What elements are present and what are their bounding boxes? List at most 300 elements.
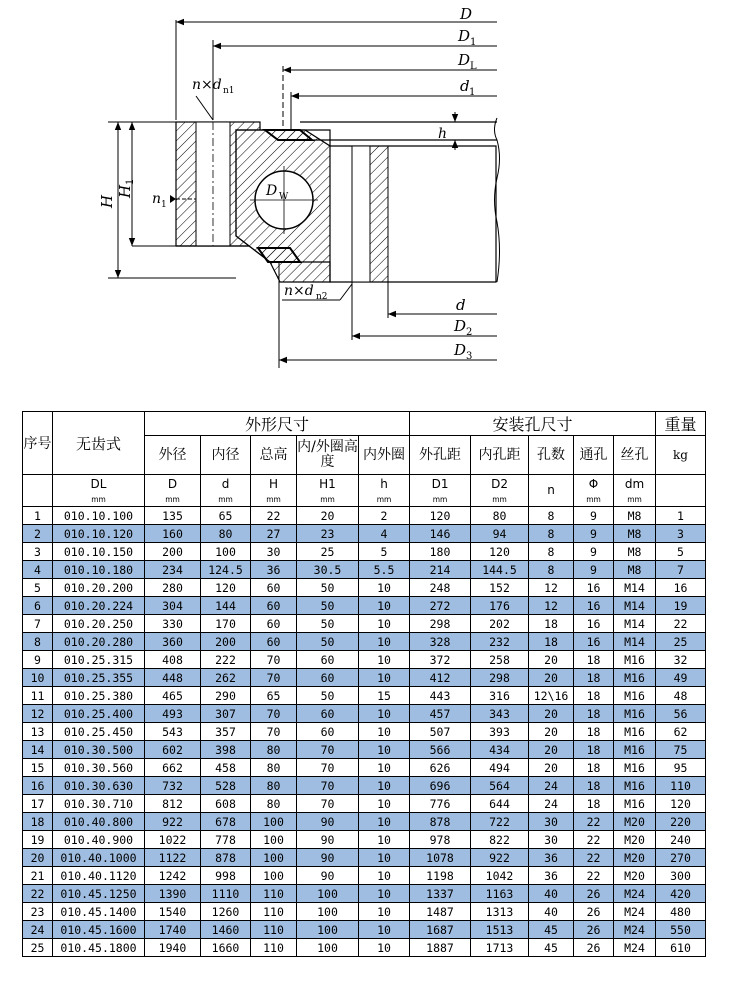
header-col-through-hole: 通孔: [574, 436, 614, 475]
table-row: [23, 831, 706, 849]
table-cell: 778: [201, 831, 251, 849]
table-cell: 480: [656, 903, 706, 921]
table-cell: 12: [529, 597, 574, 615]
table-cell: 110: [251, 903, 297, 921]
symbol-D1: D1 mm: [410, 475, 471, 507]
table-cell: 202: [471, 615, 529, 633]
table-cell: 20: [529, 669, 574, 687]
table-row: [23, 633, 706, 651]
table-cell: 94: [471, 525, 529, 543]
table-cell: 626: [410, 759, 471, 777]
table-cell: 457: [410, 705, 471, 723]
table-cell: 70: [251, 723, 297, 741]
label-n-dn2: [282, 283, 352, 302]
table-cell: 5: [656, 543, 706, 561]
table-cell: 16: [574, 597, 614, 615]
table-cell: 398: [201, 741, 251, 759]
table-row: [23, 849, 706, 867]
table-row: [23, 813, 706, 831]
table-cell: 10: [359, 705, 410, 723]
header-col-thread-hole: 丝孔: [614, 436, 656, 475]
table-cell: 010.40.1120: [53, 867, 145, 885]
table-cell: 20: [23, 849, 53, 867]
table-cell: 100: [297, 903, 359, 921]
table-cell: 15: [23, 759, 53, 777]
table-cell: 010.20.224: [53, 597, 145, 615]
svg-text:1: 1: [469, 87, 476, 98]
table-cell: 010.30.560: [53, 759, 145, 777]
svg-text:D: D: [460, 5, 473, 23]
table-cell: 010.25.400: [53, 705, 145, 723]
table-cell: 360: [145, 633, 201, 651]
table-cell: 22: [574, 849, 614, 867]
svg-text:H: H: [116, 184, 134, 198]
symbol-H: H mm: [251, 475, 297, 507]
svg-text:1: 1: [161, 200, 167, 210]
table-cell: 60: [251, 633, 297, 651]
table-cell: M20: [614, 831, 656, 849]
table-cell: 19: [23, 831, 53, 849]
table-cell: 20: [529, 741, 574, 759]
table-row: [23, 543, 706, 561]
table-cell: 1460: [201, 921, 251, 939]
table-cell: 10: [359, 579, 410, 597]
table-cell: 20: [529, 759, 574, 777]
table-cell: 170: [201, 615, 251, 633]
table-cell: 010.40.800: [53, 813, 145, 831]
table-cell: 70: [297, 795, 359, 813]
table-cell: 10: [359, 795, 410, 813]
table-row: [23, 903, 706, 921]
table-cell: 822: [471, 831, 529, 849]
svg-text:n×d: n×d: [192, 77, 222, 93]
table-cell: 1242: [145, 867, 201, 885]
table-cell: 100: [297, 939, 359, 957]
table-cell: 528: [201, 777, 251, 795]
table-cell: 1740: [145, 921, 201, 939]
table-cell: 010.10.150: [53, 543, 145, 561]
header-outline-dimensions: 外形尺寸: [145, 412, 410, 436]
table-cell: 010.45.1400: [53, 903, 145, 921]
table-cell: 20: [529, 651, 574, 669]
table-cell: 493: [145, 705, 201, 723]
table-cell: 50: [297, 633, 359, 651]
table-cell: 465: [145, 687, 201, 705]
table-cell: 443: [410, 687, 471, 705]
table-cell: 26: [574, 921, 614, 939]
table-cell: 90: [297, 867, 359, 885]
svg-text:W: W: [279, 192, 289, 202]
table-cell: 240: [656, 831, 706, 849]
table-cell: 10: [359, 597, 410, 615]
table-cell: 1022: [145, 831, 201, 849]
table-cell: 18: [574, 741, 614, 759]
table-cell: 70: [251, 705, 297, 723]
table-cell: 120: [471, 543, 529, 561]
table-cell: 1887: [410, 939, 471, 957]
table-row: [23, 597, 706, 615]
table-cell: 26: [574, 939, 614, 957]
table-cell: 20: [297, 507, 359, 525]
table-cell: 010.25.450: [53, 723, 145, 741]
dimension-D2: [352, 282, 497, 340]
table-cell: 100: [251, 849, 297, 867]
table-cell: 010.45.1250: [53, 885, 145, 903]
table-cell: 434: [471, 741, 529, 759]
table-cell: 50: [297, 687, 359, 705]
table-cell: 23: [23, 903, 53, 921]
table-cell: 120: [656, 795, 706, 813]
table-row: [23, 507, 706, 525]
symbol-H1: H1 mm: [297, 475, 359, 507]
table-cell: 70: [251, 651, 297, 669]
table-cell: 18: [574, 759, 614, 777]
table-row: [23, 723, 706, 741]
table-cell: 696: [410, 777, 471, 795]
table-cell: 25: [297, 543, 359, 561]
header-weight: 重量: [656, 412, 706, 436]
table-cell: 412: [410, 669, 471, 687]
table-cell: 1260: [201, 903, 251, 921]
table-cell: 124.5: [201, 561, 251, 579]
table-cell: 307: [201, 705, 251, 723]
table-cell: 16: [23, 777, 53, 795]
table-cell: 258: [471, 651, 529, 669]
table-cell: 1337: [410, 885, 471, 903]
table-cell: M16: [614, 687, 656, 705]
table-cell: 18: [529, 615, 574, 633]
svg-text:1: 1: [470, 37, 477, 48]
table-row: [23, 867, 706, 885]
table-cell: M8: [614, 525, 656, 543]
table-row: [23, 705, 706, 723]
table-cell: 80: [251, 777, 297, 795]
table-cell: 316: [471, 687, 529, 705]
table-cell: M24: [614, 885, 656, 903]
dimension-d: [388, 282, 497, 318]
table-cell: 25: [656, 633, 706, 651]
symbol-phi: Φ mm: [574, 475, 614, 507]
table-cell: 6: [23, 597, 53, 615]
table-cell: 60: [297, 651, 359, 669]
table-cell: 1660: [201, 939, 251, 957]
table-cell: 678: [201, 813, 251, 831]
table-cell: 812: [145, 795, 201, 813]
table-cell: 1110: [201, 885, 251, 903]
svg-text:H: H: [98, 194, 116, 208]
table-cell: 448: [145, 669, 201, 687]
symbol-empty: [23, 475, 53, 507]
table-cell: 270: [656, 849, 706, 867]
symbol-D2: D2 mm: [471, 475, 529, 507]
table-cell: 10: [359, 939, 410, 957]
svg-text:1: 1: [125, 178, 136, 185]
header-col-inner-diameter: 内径: [201, 436, 251, 475]
header-col-kg: kg: [656, 436, 706, 475]
table-cell: 18: [574, 651, 614, 669]
table-cell: M16: [614, 759, 656, 777]
table-cell: 7: [656, 561, 706, 579]
table-cell: 80: [201, 525, 251, 543]
table-cell: 80: [251, 759, 297, 777]
table-cell: 8: [23, 633, 53, 651]
table-cell: 100: [297, 921, 359, 939]
svg-text:L: L: [470, 61, 477, 72]
table-cell: 144: [201, 597, 251, 615]
svg-text:D: D: [454, 341, 467, 359]
dimension-D: [176, 5, 497, 120]
header-col-total-height: 总高: [251, 436, 297, 475]
table-cell: 010.10.120: [53, 525, 145, 543]
table-cell: 110: [251, 939, 297, 957]
header-col-inner-hole-distance: 内孔距: [471, 436, 529, 475]
table-cell: 25: [23, 939, 53, 957]
svg-text:3: 3: [466, 351, 473, 362]
table-cell: 50: [297, 597, 359, 615]
table-cell: M24: [614, 921, 656, 939]
header-col-outer-hole-distance: 外孔距: [410, 436, 471, 475]
table-cell: 16: [656, 579, 706, 597]
table-cell: 610: [656, 939, 706, 957]
table-cell: 65: [201, 507, 251, 525]
table-cell: 8: [529, 561, 574, 579]
table-cell: 32: [656, 651, 706, 669]
table-cell: 144.5: [471, 561, 529, 579]
table-cell: 13: [23, 723, 53, 741]
table-cell: 10: [359, 741, 410, 759]
table-cell: 48: [656, 687, 706, 705]
table-cell: 458: [201, 759, 251, 777]
table-cell: 393: [471, 723, 529, 741]
table-cell: 17: [23, 795, 53, 813]
table-cell: 9: [574, 507, 614, 525]
table-cell: 922: [471, 849, 529, 867]
table-cell: 100: [251, 831, 297, 849]
table-cell: M20: [614, 849, 656, 867]
table-cell: 248: [410, 579, 471, 597]
table-cell: 1: [23, 507, 53, 525]
table-cell: 49: [656, 669, 706, 687]
table-cell: 36: [529, 849, 574, 867]
table-cell: 010.30.710: [53, 795, 145, 813]
svg-text:d: d: [460, 77, 470, 95]
header-col-ring-height: 内/外圈高度: [297, 436, 359, 475]
table-cell: 40: [529, 885, 574, 903]
table-cell: 010.25.315: [53, 651, 145, 669]
table-cell: 20: [529, 723, 574, 741]
table-cell: 10: [359, 669, 410, 687]
table-cell: 662: [145, 759, 201, 777]
table-cell: 2: [359, 507, 410, 525]
table-cell: 550: [656, 921, 706, 939]
table-cell: 80: [471, 507, 529, 525]
table-cell: 30: [251, 543, 297, 561]
table-cell: 12\16: [529, 687, 574, 705]
table-cell: 608: [201, 795, 251, 813]
symbol-D: D mm: [145, 475, 201, 507]
table-row: [23, 921, 706, 939]
table-cell: 304: [145, 597, 201, 615]
table-cell: 50: [297, 579, 359, 597]
table-cell: 16: [574, 579, 614, 597]
table-cell: 262: [201, 669, 251, 687]
header-col-outer-diameter: 外径: [145, 436, 201, 475]
table-cell: 135: [145, 507, 201, 525]
table-cell: 100: [297, 885, 359, 903]
header-mounting-holes: 安装孔尺寸: [410, 412, 656, 436]
table-cell: 300: [656, 867, 706, 885]
table-cell: 80: [251, 741, 297, 759]
table-cell: 14: [23, 741, 53, 759]
table-cell: 5.5: [359, 561, 410, 579]
table-cell: M16: [614, 795, 656, 813]
table-cell: 18: [574, 705, 614, 723]
symbol-d: d mm: [201, 475, 251, 507]
table-cell: 9: [574, 525, 614, 543]
table-cell: 90: [297, 831, 359, 849]
table-cell: 90: [297, 849, 359, 867]
table-cell: M16: [614, 651, 656, 669]
table-row: [23, 651, 706, 669]
table-cell: 8: [529, 507, 574, 525]
table-cell: M8: [614, 507, 656, 525]
table-cell: 010.10.100: [53, 507, 145, 525]
table-cell: M14: [614, 615, 656, 633]
table-cell: 602: [145, 741, 201, 759]
table-cell: 70: [297, 741, 359, 759]
table-cell: 330: [145, 615, 201, 633]
table-cell: 4: [359, 525, 410, 543]
table-cell: 1390: [145, 885, 201, 903]
table-cell: 543: [145, 723, 201, 741]
table-cell: 1540: [145, 903, 201, 921]
table-cell: M16: [614, 777, 656, 795]
table-cell: 10: [359, 813, 410, 831]
table-cell: 9: [23, 651, 53, 669]
table-cell: 220: [656, 813, 706, 831]
table-cell: 45: [529, 921, 574, 939]
table-cell: 9: [574, 561, 614, 579]
table-cell: 494: [471, 759, 529, 777]
table-cell: 234: [145, 561, 201, 579]
table-cell: 10: [359, 921, 410, 939]
table-cell: 110: [251, 921, 297, 939]
header-type: 无齿式: [53, 412, 145, 475]
table-cell: 10: [359, 651, 410, 669]
table-cell: 998: [201, 867, 251, 885]
table-cell: 100: [251, 813, 297, 831]
table-cell: 100: [201, 543, 251, 561]
table-cell: 22: [574, 831, 614, 849]
table-cell: M20: [614, 813, 656, 831]
table-cell: 2: [23, 525, 53, 543]
svg-text:d: d: [456, 296, 466, 314]
table-cell: 20: [529, 705, 574, 723]
table-cell: 60: [297, 705, 359, 723]
table-cell: 222: [201, 651, 251, 669]
svg-text:n1: n1: [223, 86, 235, 96]
table-cell: 1313: [471, 903, 529, 921]
table-cell: 146: [410, 525, 471, 543]
table-cell: M16: [614, 741, 656, 759]
table-cell: 15: [359, 687, 410, 705]
svg-text:n×d: n×d: [284, 283, 314, 299]
table-cell: 24: [23, 921, 53, 939]
table-cell: 200: [145, 543, 201, 561]
table-row: [23, 579, 706, 597]
table-cell: 56: [656, 705, 706, 723]
table-cell: 010.20.280: [53, 633, 145, 651]
table-row: [23, 669, 706, 687]
svg-text:2: 2: [466, 327, 473, 338]
table-cell: 722: [471, 813, 529, 831]
table-cell: 564: [471, 777, 529, 795]
table-cell: 30.5: [297, 561, 359, 579]
table-cell: 70: [297, 777, 359, 795]
table-cell: M14: [614, 633, 656, 651]
table-cell: 110: [656, 777, 706, 795]
table-cell: 40: [529, 903, 574, 921]
table-cell: 120: [201, 579, 251, 597]
table-cell: 010.20.200: [53, 579, 145, 597]
header-serial: 序号: [23, 412, 53, 475]
table-cell: 878: [201, 849, 251, 867]
table-cell: 22: [23, 885, 53, 903]
table-row: [23, 759, 706, 777]
table-cell: 26: [574, 903, 614, 921]
table-cell: 9: [574, 543, 614, 561]
table-cell: 290: [201, 687, 251, 705]
table-cell: 010.10.180: [53, 561, 145, 579]
table-cell: 11: [23, 687, 53, 705]
symbol-h: h mm: [359, 475, 410, 507]
header-col-ring-gap: 内外圈: [359, 436, 410, 475]
table-cell: 3: [23, 543, 53, 561]
table-cell: 75: [656, 741, 706, 759]
table-cell: 5: [23, 579, 53, 597]
symbol-weight-empty: [656, 475, 706, 507]
table-row: [23, 777, 706, 795]
bearing-cross-section-drawing: [0, 0, 750, 400]
table-cell: 10: [359, 885, 410, 903]
table-cell: M14: [614, 597, 656, 615]
table-cell: 16: [574, 633, 614, 651]
svg-text:n2: n2: [316, 292, 328, 302]
table-row: [23, 939, 706, 957]
table-cell: M20: [614, 867, 656, 885]
table-cell: 3: [656, 525, 706, 543]
table-cell: 21: [23, 867, 53, 885]
table-cell: 298: [471, 669, 529, 687]
table-cell: 10: [359, 849, 410, 867]
table-cell: 95: [656, 759, 706, 777]
svg-text:D: D: [458, 51, 471, 69]
table-row: [23, 615, 706, 633]
svg-text:n: n: [152, 191, 162, 207]
table-cell: 12: [529, 579, 574, 597]
table-cell: M8: [614, 543, 656, 561]
table-cell: 298: [410, 615, 471, 633]
table-cell: 36: [529, 867, 574, 885]
table-cell: 1940: [145, 939, 201, 957]
svg-text:h: h: [438, 126, 448, 142]
table-cell: 010.45.1600: [53, 921, 145, 939]
table-cell: 644: [471, 795, 529, 813]
table-cell: 420: [656, 885, 706, 903]
table-cell: 010.25.380: [53, 687, 145, 705]
table-cell: 010.45.1800: [53, 939, 145, 957]
svg-text:D: D: [458, 27, 471, 45]
